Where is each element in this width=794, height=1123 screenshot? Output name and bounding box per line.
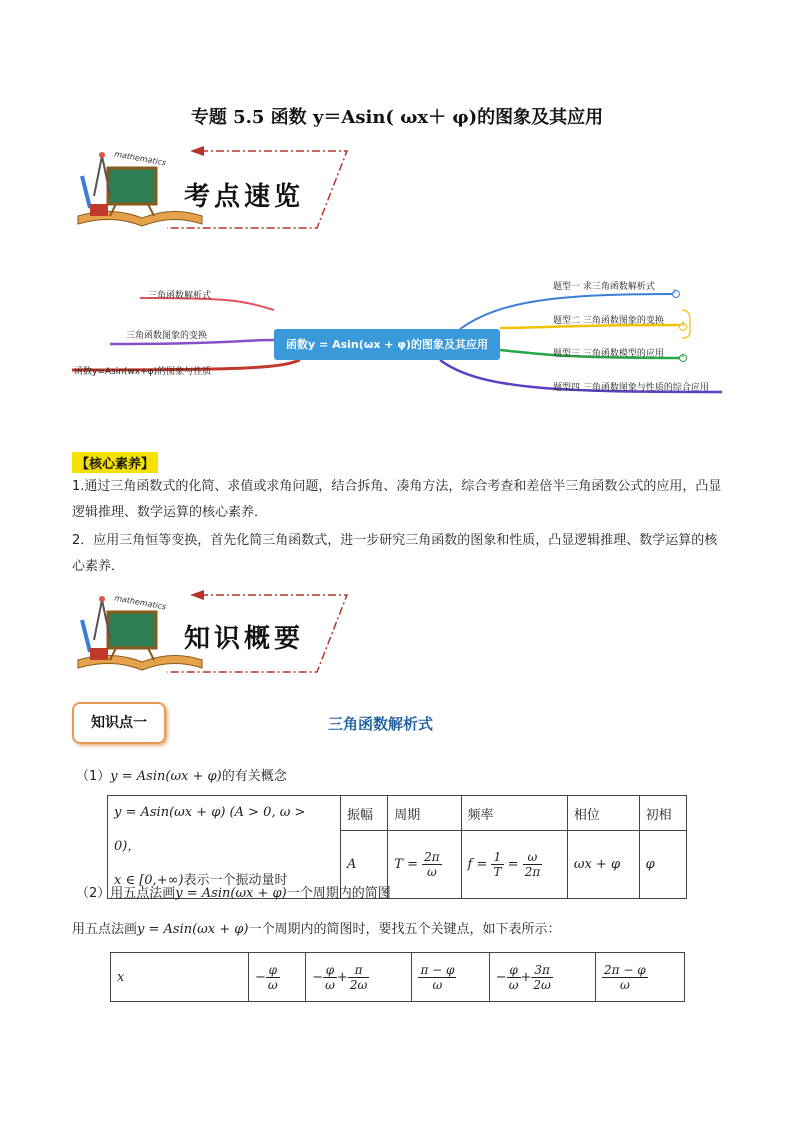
mm-left-1: 三角函数解析式	[148, 291, 212, 301]
hexin-label: 【核心素养】	[72, 452, 158, 473]
mm-right-4: 题型四 三角函数图象与性质的综合应用	[553, 383, 709, 393]
mm-right-3: 题型三 三角函数模型的应用	[553, 349, 664, 359]
c2-num: φ	[323, 963, 337, 978]
c4-den: ω	[508, 977, 519, 992]
item2-line	[76, 882, 391, 901]
c2-num2: π	[348, 963, 369, 978]
amplitude-value: A	[341, 831, 388, 899]
period-value	[388, 831, 461, 899]
hexin-p2: 2．应用三角恒等变换，首先化简三角函数式，进一步研究三角函数的图象和性质，凸显逻辑推理、数学运算的核心素养．	[72, 533, 718, 574]
c5-num: 2π − φ	[604, 962, 646, 977]
item1-suffix: 的有关概念	[221, 769, 287, 784]
page-title: 专题 5.5 函数 y＝Asin( ωx＋ φ)的图象及其应用	[190, 107, 604, 128]
freq-fraction-1	[491, 850, 503, 879]
five-point-table	[110, 952, 685, 1002]
freq-den2: 2π	[524, 865, 541, 880]
c1-num: φ	[266, 963, 280, 978]
logo-text: mathematics	[113, 149, 167, 168]
item3-line	[72, 918, 560, 937]
c2-frac	[323, 963, 337, 992]
banner-kaodian	[72, 146, 352, 232]
mm-marker-2: 2	[673, 289, 677, 295]
mm-left-2: 三角函数图象的变换	[126, 331, 208, 341]
item3-prefix: 用五点法画	[72, 922, 138, 937]
c2-frac2	[348, 963, 369, 992]
banner-zhishi	[72, 590, 352, 676]
initial-phase-value: φ	[639, 831, 686, 899]
c3-den: ω	[432, 977, 443, 992]
header-amplitude: 振幅	[341, 796, 388, 831]
c2-plus: +	[336, 969, 348, 985]
row-label-x: x	[111, 953, 249, 1002]
mm-left-3: 函数y=Asin(wx+φ)的图象与性质	[74, 367, 212, 377]
knowledge-point-box: 知识点一	[72, 702, 166, 744]
c1-sign: −	[255, 969, 266, 985]
header-frequency: 频率	[461, 796, 567, 831]
item1-num: （1）	[76, 769, 111, 784]
c4-num2: 3π	[531, 963, 552, 978]
cond-line2-math: x ∈ [0,+∞)	[114, 873, 184, 888]
section-title: 三角函数解析式	[328, 715, 434, 733]
c2-den2: 2ω	[349, 977, 368, 992]
logo-text-2: mathematics	[113, 593, 167, 612]
mm-center-node: 函数y = Asin(ωx + φ)的图象及其应用	[274, 329, 500, 360]
frequency-value	[461, 831, 567, 899]
item1-line	[76, 765, 287, 784]
freq-lhs: f =	[467, 857, 488, 873]
freq-fraction-2	[523, 850, 543, 879]
banner-zhishi-text: 知识概要	[184, 624, 305, 654]
c5-frac	[602, 963, 648, 992]
period-fraction	[422, 850, 442, 879]
item3-suffix: 一个周期内的简图时，要找五个关键点，如下表所示：	[248, 922, 561, 937]
freq-den1: T	[493, 865, 502, 880]
x-point-2	[306, 953, 412, 1002]
c3-frac	[418, 963, 456, 992]
header-phase: 相位	[567, 796, 639, 831]
banner-kaodian-text: 考点速览	[184, 182, 305, 212]
freq-num1: 1	[491, 850, 503, 865]
c5-den: ω	[619, 977, 630, 992]
c2-den: ω	[325, 977, 335, 992]
x-point-3	[412, 953, 489, 1002]
c4-frac	[507, 963, 521, 992]
x-point-5	[596, 953, 685, 1002]
x-point-1	[249, 953, 306, 1002]
header-period: 周期	[388, 796, 461, 831]
mm-right-2: 题型二 三角函数图象的变换	[553, 316, 664, 326]
c1-frac	[266, 963, 280, 992]
x-point-4	[489, 953, 595, 1002]
item2-suffix: 一个周期内的简图	[286, 886, 391, 901]
item1-formula: y = Asin(ωx + φ)	[110, 769, 222, 784]
mm-marker-3: 3	[681, 322, 685, 328]
freq-num2: ω	[523, 850, 543, 865]
cond-line1: y = Asin(ωx + φ) (A > 0, ω > 0)，	[114, 805, 306, 854]
header-initial-phase: 初相	[639, 796, 686, 831]
hexin-p1: 1.通过三角函数式的化简、求值或求角问题，结合拆角、凑角方法，综合考查和差倍半三角函数公式的应用，凸显逻辑推理、数学运算的核心素养．	[72, 479, 722, 520]
c1-den: ω	[267, 977, 278, 992]
item2-formula: y = Asin(ωx + φ)	[175, 886, 287, 901]
c4-plus: +	[520, 969, 532, 985]
c4-frac2	[531, 963, 552, 992]
c2-sign: −	[312, 969, 324, 985]
c4-den2: 2ω	[533, 977, 551, 992]
item3-formula: y = Asin(ωx + φ)	[137, 922, 249, 937]
c3-num: π − φ	[420, 962, 455, 977]
item2-num: （2）用五点法画	[76, 886, 176, 901]
mm-right-1: 题型一 求三角函数解析式	[553, 282, 655, 292]
period-den: ω	[427, 865, 437, 880]
cond-line2-text: 表示一个振动量时	[183, 873, 288, 888]
c4-num: φ	[507, 963, 521, 978]
phase-value: ωx + φ	[567, 831, 639, 899]
c4-sign: −	[495, 969, 507, 985]
mm-marker-4: 4	[681, 354, 685, 360]
period-lhs: T =	[394, 857, 418, 873]
period-num: 2π	[424, 850, 440, 865]
freq-eq: =	[507, 857, 519, 873]
